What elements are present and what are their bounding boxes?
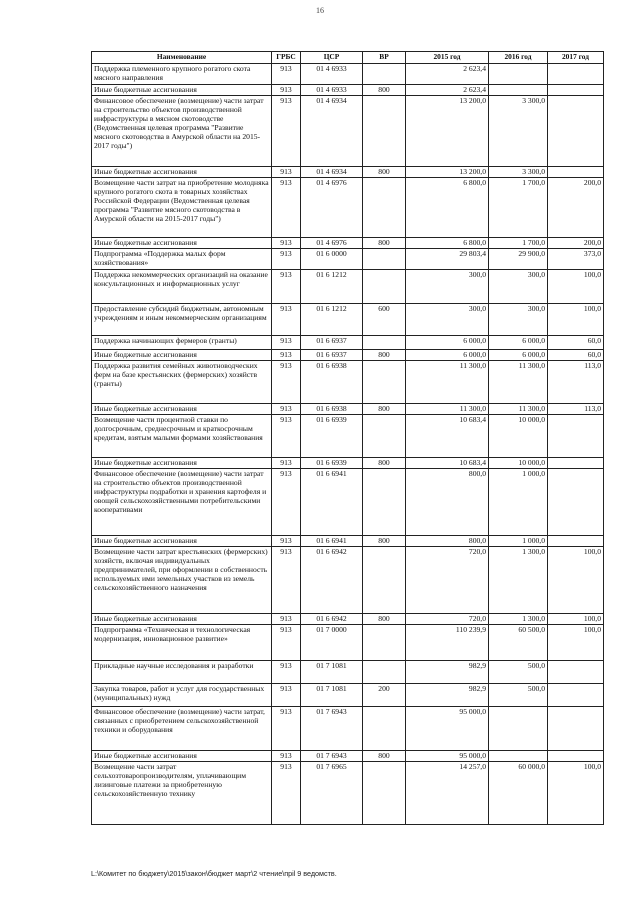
- table-row: [92, 762, 604, 825]
- cell-csr: 01 7 1081: [301, 684, 363, 707]
- cell-2015: 800,0: [406, 536, 489, 547]
- cell-2016: 1 300,0: [489, 614, 548, 625]
- cell-2016: 6 000,0: [489, 350, 548, 361]
- cell-2015: 14 257,0: [406, 762, 489, 825]
- table-row: [92, 304, 604, 336]
- cell-vr: [363, 270, 406, 304]
- cell-2016: 1 000,0: [489, 536, 548, 547]
- cell-2016: 1 700,0: [489, 178, 548, 238]
- cell-name: Иные бюджетные ассигнования: [92, 404, 272, 415]
- cell-name: Поддержка некоммерческих организаций на оказание консультационных и информационных услуг: [92, 270, 272, 304]
- cell-vr: [363, 64, 406, 85]
- cell-2017: [548, 458, 604, 469]
- cell-2016: 500,0: [489, 684, 548, 707]
- cell-2017: 100,0: [548, 304, 604, 336]
- cell-vr: [363, 469, 406, 536]
- cell-2017: 100,0: [548, 270, 604, 304]
- cell-2017: [548, 415, 604, 458]
- header-2017: 2017 год: [548, 52, 604, 64]
- header-2016: 2016 год: [489, 52, 548, 64]
- cell-name: Иные бюджетные ассигнования: [92, 614, 272, 625]
- table-row: [92, 458, 604, 469]
- table-row: [92, 64, 604, 85]
- cell-grbs: 913: [272, 350, 301, 361]
- cell-2017: 100,0: [548, 547, 604, 614]
- cell-csr: 01 4 6934: [301, 167, 363, 178]
- cell-grbs: 913: [272, 304, 301, 336]
- cell-2016: 3 300,0: [489, 167, 548, 178]
- table-row: [92, 707, 604, 751]
- cell-2016: 29 900,0: [489, 249, 548, 270]
- table-row: [92, 361, 604, 404]
- cell-2015: 2 623,4: [406, 85, 489, 96]
- cell-2017: [548, 167, 604, 178]
- table-row: [92, 238, 604, 249]
- cell-2015: 29 803,4: [406, 249, 489, 270]
- cell-csr: 01 4 6933: [301, 85, 363, 96]
- cell-name: Финансовое обеспечение (возмещение) части затрат на строительство объектов производственной инфраструктуры в мясном скотоводстве (Ведомственная целевая программа "Развитие мясного скотоводства в Амурской области на 2015-2017 годы"): [92, 96, 272, 167]
- cell-grbs: 913: [272, 361, 301, 404]
- cell-2016: 300,0: [489, 304, 548, 336]
- cell-name: Поддержка племенного крупного рогатого скота мясного направления: [92, 64, 272, 85]
- cell-2015: 13 200,0: [406, 167, 489, 178]
- cell-grbs: 913: [272, 547, 301, 614]
- cell-2017: [548, 707, 604, 751]
- cell-2015: 720,0: [406, 614, 489, 625]
- cell-2016: 1 300,0: [489, 547, 548, 614]
- cell-vr: 800: [363, 751, 406, 762]
- cell-2016: 1 700,0: [489, 238, 548, 249]
- table-row: [92, 96, 604, 167]
- cell-2015: 6 800,0: [406, 178, 489, 238]
- cell-name: Иные бюджетные ассигнования: [92, 536, 272, 547]
- cell-csr: 01 4 6976: [301, 238, 363, 249]
- cell-name: Подпрограмма «Поддержка малых форм хозяйствования»: [92, 249, 272, 270]
- cell-vr: [363, 625, 406, 661]
- cell-csr: 01 6 6941: [301, 536, 363, 547]
- cell-2016: 1 000,0: [489, 469, 548, 536]
- header-name: Наименование: [92, 52, 272, 64]
- cell-2016: 60 000,0: [489, 762, 548, 825]
- table-header-row: [92, 52, 604, 64]
- cell-grbs: 913: [272, 336, 301, 350]
- cell-csr: 01 6 6939: [301, 458, 363, 469]
- cell-name: Иные бюджетные ассигнования: [92, 85, 272, 96]
- cell-2017: [548, 684, 604, 707]
- table-row: [92, 469, 604, 536]
- file-path-footer: L:\Комитет по бюджету\2015\закон\бюджет март\2 чтение\прil 9 ведомств.: [91, 869, 337, 878]
- cell-2016: 11 300,0: [489, 361, 548, 404]
- cell-grbs: 913: [272, 404, 301, 415]
- header-2015: 2015 год: [406, 52, 489, 64]
- cell-2015: 300,0: [406, 304, 489, 336]
- table-row: [92, 270, 604, 304]
- cell-2016: [489, 64, 548, 85]
- cell-vr: [363, 661, 406, 684]
- cell-name: Финансовое обеспечение (возмещение) части затрат, связанных с приобретением сельскохозяйственной техники и оборудования: [92, 707, 272, 751]
- cell-2015: 800,0: [406, 469, 489, 536]
- cell-2017: [548, 469, 604, 536]
- cell-csr: 01 4 6933: [301, 64, 363, 85]
- cell-name: Иные бюджетные ассигнования: [92, 238, 272, 249]
- cell-name: Возмещение части затрат крестьянских (фермерских) хозяйств, включая индивидуальных предпринимателей, при оформлении в собственность используемых ими земельных участков из земель сельскохозяйственного назначения: [92, 547, 272, 614]
- cell-2015: 6 800,0: [406, 238, 489, 249]
- cell-2015: 982,9: [406, 661, 489, 684]
- table-row: [92, 178, 604, 238]
- cell-name: Подпрограмма «Техническая и технологическая модернизация, инновационное развитие»: [92, 625, 272, 661]
- cell-name: Закупка товаров, работ и услуг для государственных (муниципальных) нужд: [92, 684, 272, 707]
- cell-2015: 982,9: [406, 684, 489, 707]
- cell-name: Иные бюджетные ассигнования: [92, 751, 272, 762]
- table-row: [92, 661, 604, 684]
- cell-2016: [489, 751, 548, 762]
- cell-csr: 01 6 6939: [301, 415, 363, 458]
- cell-2016: [489, 707, 548, 751]
- cell-grbs: 913: [272, 64, 301, 85]
- cell-csr: 01 7 6943: [301, 707, 363, 751]
- cell-grbs: 913: [272, 536, 301, 547]
- cell-vr: [363, 361, 406, 404]
- cell-2016: 3 300,0: [489, 96, 548, 167]
- table-row: [92, 336, 604, 350]
- cell-csr: 01 7 0000: [301, 625, 363, 661]
- cell-2017: 100,0: [548, 762, 604, 825]
- cell-2015: 95 000,0: [406, 751, 489, 762]
- cell-name: Иные бюджетные ассигнования: [92, 167, 272, 178]
- cell-csr: 01 7 1081: [301, 661, 363, 684]
- cell-2016: 60 500,0: [489, 625, 548, 661]
- cell-csr: 01 6 6938: [301, 361, 363, 404]
- cell-grbs: 913: [272, 751, 301, 762]
- cell-vr: 800: [363, 458, 406, 469]
- cell-name: Иные бюджетные ассигнования: [92, 350, 272, 361]
- cell-grbs: 913: [272, 167, 301, 178]
- cell-csr: 01 6 6941: [301, 469, 363, 536]
- header-grbs: ГРБС: [272, 52, 301, 64]
- cell-2017: [548, 85, 604, 96]
- cell-2016: 10 000,0: [489, 458, 548, 469]
- cell-name: Возмещение части затрат сельхозтоваропроизводителям, уплачивающим лизинговые платежи за приобретенную сельскохозяйственную технику: [92, 762, 272, 825]
- cell-grbs: 913: [272, 458, 301, 469]
- cell-2017: [548, 751, 604, 762]
- cell-grbs: 913: [272, 625, 301, 661]
- cell-vr: 800: [363, 350, 406, 361]
- cell-grbs: 913: [272, 178, 301, 238]
- cell-2017: 113,0: [548, 404, 604, 415]
- table-row: [92, 415, 604, 458]
- cell-grbs: 913: [272, 415, 301, 458]
- table-row: [92, 614, 604, 625]
- cell-csr: 01 6 0000: [301, 249, 363, 270]
- cell-csr: 01 7 6943: [301, 751, 363, 762]
- cell-2015: 720,0: [406, 547, 489, 614]
- cell-name: Иные бюджетные ассигнования: [92, 458, 272, 469]
- cell-2015: 6 000,0: [406, 336, 489, 350]
- cell-csr: 01 6 1212: [301, 270, 363, 304]
- cell-grbs: 913: [272, 238, 301, 249]
- cell-vr: 800: [363, 167, 406, 178]
- cell-2017: 100,0: [548, 625, 604, 661]
- cell-2017: 100,0: [548, 614, 604, 625]
- cell-2015: 10 683,4: [406, 458, 489, 469]
- cell-vr: [363, 707, 406, 751]
- cell-2015: 95 000,0: [406, 707, 489, 751]
- table-row: [92, 404, 604, 415]
- table-row: [92, 167, 604, 178]
- cell-grbs: 913: [272, 762, 301, 825]
- cell-grbs: 913: [272, 96, 301, 167]
- table-row: [92, 85, 604, 96]
- cell-2017: 60,0: [548, 336, 604, 350]
- cell-name: Возмещение части затрат на приобретение молодняка крупного рогатого скота в товарных хозяйствах Российской Федерации (Ведомственная целевая программа "Развитие мясного скотоводства в Амурской области на 2015-2017 годы"): [92, 178, 272, 238]
- budget-table: [91, 51, 604, 825]
- cell-csr: 01 4 6976: [301, 178, 363, 238]
- cell-2016: 300,0: [489, 270, 548, 304]
- cell-2015: 11 300,0: [406, 361, 489, 404]
- cell-grbs: 913: [272, 707, 301, 751]
- table-row: [92, 547, 604, 614]
- cell-2015: 110 239,9: [406, 625, 489, 661]
- table-row: [92, 751, 604, 762]
- cell-vr: [363, 249, 406, 270]
- cell-vr: [363, 415, 406, 458]
- cell-2015: 300,0: [406, 270, 489, 304]
- cell-grbs: 913: [272, 270, 301, 304]
- cell-grbs: 913: [272, 85, 301, 96]
- cell-csr: 01 6 6942: [301, 547, 363, 614]
- table-row: [92, 684, 604, 707]
- cell-vr: 800: [363, 404, 406, 415]
- cell-2017: [548, 96, 604, 167]
- table-row: [92, 625, 604, 661]
- cell-csr: 01 7 6965: [301, 762, 363, 825]
- page-number: 16: [316, 6, 324, 15]
- cell-2016: [489, 85, 548, 96]
- cell-csr: 01 6 1212: [301, 304, 363, 336]
- cell-2015: 11 300,0: [406, 404, 489, 415]
- cell-name: Поддержка развития семейных животноводческих ферм на базе крестьянских (фермерских) хозяйств (гранты): [92, 361, 272, 404]
- cell-name: Возмещение части процентной ставки по долгосрочным, среднесрочным и краткосрочным кредитам, взятым малыми формами хозяйствования: [92, 415, 272, 458]
- cell-csr: 01 4 6934: [301, 96, 363, 167]
- cell-2015: 6 000,0: [406, 350, 489, 361]
- cell-2017: [548, 64, 604, 85]
- cell-csr: 01 6 6937: [301, 336, 363, 350]
- cell-name: Финансовое обеспечение (возмещение) части затрат на строительство объектов производственной инфраструктуры подработки и хранения картофеля и овощей сельскохозяйственными потребительскими кооперативами: [92, 469, 272, 536]
- cell-2017: [548, 536, 604, 547]
- table-row: [92, 536, 604, 547]
- cell-2016: 6 000,0: [489, 336, 548, 350]
- cell-grbs: 913: [272, 249, 301, 270]
- cell-vr: 600: [363, 304, 406, 336]
- cell-vr: 200: [363, 684, 406, 707]
- cell-vr: 800: [363, 85, 406, 96]
- header-csr: ЦСР: [301, 52, 363, 64]
- cell-2017: 200,0: [548, 178, 604, 238]
- cell-csr: 01 6 6942: [301, 614, 363, 625]
- cell-grbs: 913: [272, 614, 301, 625]
- cell-2017: [548, 661, 604, 684]
- cell-2017: 373,0: [548, 249, 604, 270]
- cell-name: Поддержка начинающих фермеров (гранты): [92, 336, 272, 350]
- cell-2016: 10 000,0: [489, 415, 548, 458]
- table-row: [92, 350, 604, 361]
- cell-name: Предоставление субсидий бюджетным, автономным учреждениям и иным некоммерческим организациям: [92, 304, 272, 336]
- cell-csr: 01 6 6938: [301, 404, 363, 415]
- cell-2016: 500,0: [489, 661, 548, 684]
- cell-2015: 10 683,4: [406, 415, 489, 458]
- cell-2017: 113,0: [548, 361, 604, 404]
- cell-2017: 200,0: [548, 238, 604, 249]
- cell-vr: 800: [363, 614, 406, 625]
- cell-grbs: 913: [272, 469, 301, 536]
- cell-2017: 60,0: [548, 350, 604, 361]
- cell-vr: [363, 336, 406, 350]
- cell-vr: [363, 96, 406, 167]
- cell-vr: [363, 762, 406, 825]
- cell-2015: 2 623,4: [406, 64, 489, 85]
- cell-vr: 800: [363, 536, 406, 547]
- cell-2016: 11 300,0: [489, 404, 548, 415]
- cell-grbs: 913: [272, 661, 301, 684]
- cell-grbs: 913: [272, 684, 301, 707]
- cell-vr: [363, 178, 406, 238]
- cell-name: Прикладные научные исследования и разработки: [92, 661, 272, 684]
- header-vr: ВР: [363, 52, 406, 64]
- cell-2015: 13 200,0: [406, 96, 489, 167]
- table-row: [92, 249, 604, 270]
- cell-csr: 01 6 6937: [301, 350, 363, 361]
- cell-vr: 800: [363, 238, 406, 249]
- cell-vr: [363, 547, 406, 614]
